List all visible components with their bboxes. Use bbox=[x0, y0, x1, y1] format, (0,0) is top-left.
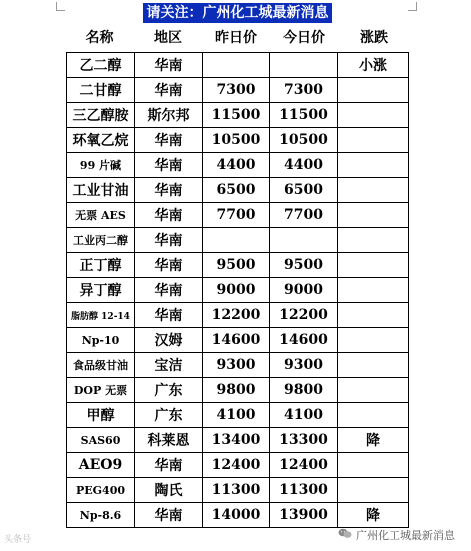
cell-change: 小涨 bbox=[338, 53, 409, 78]
cell-today: 9300 bbox=[270, 353, 338, 378]
table-row bbox=[67, 403, 409, 428]
table-row bbox=[67, 503, 409, 528]
cell-name: 正丁醇 bbox=[67, 253, 135, 278]
cell-change bbox=[338, 253, 409, 278]
cell-region: 华南 bbox=[135, 453, 203, 478]
table-row bbox=[67, 278, 409, 303]
cell-change bbox=[338, 153, 409, 178]
cell-name: 99 片碱 bbox=[67, 153, 135, 178]
cell-region: 宝洁 bbox=[135, 353, 203, 378]
header-today: 今日价 bbox=[283, 30, 325, 46]
table-row bbox=[67, 453, 409, 478]
cell-today: 13900 bbox=[270, 503, 338, 528]
cell-name: 二甘醇 bbox=[67, 78, 135, 103]
cell-region: 广东 bbox=[135, 403, 203, 428]
cell-name: 食品级甘油 bbox=[67, 353, 135, 378]
cell-region: 华南 bbox=[135, 203, 203, 228]
cell-region: 华南 bbox=[135, 278, 203, 303]
header-yesterday: 昨日价 bbox=[215, 30, 257, 46]
cell-today: 4100 bbox=[270, 403, 338, 428]
table-row bbox=[67, 353, 409, 378]
cell-name: 脂肪醇 12-14 bbox=[67, 303, 135, 328]
cell-name: 环氧乙烷 bbox=[67, 128, 135, 153]
cell-change bbox=[338, 303, 409, 328]
cell-yesterday: 11500 bbox=[203, 103, 270, 128]
table-row bbox=[67, 178, 409, 203]
cell-change bbox=[338, 353, 409, 378]
table-row bbox=[67, 203, 409, 228]
page-corner-mark bbox=[56, 2, 65, 11]
cell-today: 7700 bbox=[270, 203, 338, 228]
watermark-corner: 头条号 bbox=[4, 535, 32, 545]
header-name: 名称 bbox=[85, 30, 114, 46]
cell-region: 华南 bbox=[135, 78, 203, 103]
cell-change bbox=[338, 403, 409, 428]
cell-yesterday: 9500 bbox=[203, 253, 270, 278]
cell-region: 科莱恩 bbox=[135, 428, 203, 453]
cell-yesterday: 6500 bbox=[203, 178, 270, 203]
cell-region: 华南 bbox=[135, 228, 203, 253]
cell-change bbox=[338, 228, 409, 253]
table-row bbox=[67, 428, 409, 453]
cell-today: 9800 bbox=[270, 378, 338, 403]
cell-today: 10500 bbox=[270, 128, 338, 153]
cell-region: 华南 bbox=[135, 503, 203, 528]
table-row bbox=[67, 128, 409, 153]
cell-region: 华南 bbox=[135, 53, 203, 78]
price-table bbox=[66, 52, 409, 528]
banner-title: 请关注：广州化工城最新消息 bbox=[143, 3, 332, 23]
cell-yesterday: 14600 bbox=[203, 328, 270, 353]
page-corner-mark bbox=[408, 2, 417, 11]
table-row bbox=[67, 103, 409, 128]
cell-name: PEG400 bbox=[67, 478, 135, 503]
cell-yesterday: 9800 bbox=[203, 378, 270, 403]
cell-name: 无票 AES bbox=[67, 203, 135, 228]
cell-today: 6500 bbox=[270, 178, 338, 203]
table-row bbox=[67, 303, 409, 328]
watermark-source: 广州化工城最新消息 bbox=[356, 529, 455, 542]
wechat-icon bbox=[338, 528, 352, 539]
cell-today: 13300 bbox=[270, 428, 338, 453]
cell-yesterday: 13400 bbox=[203, 428, 270, 453]
cell-name: 乙二醇 bbox=[67, 53, 135, 78]
cell-change bbox=[338, 478, 409, 503]
cell-yesterday: 12200 bbox=[203, 303, 270, 328]
cell-name: SAS60 bbox=[67, 428, 135, 453]
cell-yesterday: 11300 bbox=[203, 478, 270, 503]
cell-name: 工业甘油 bbox=[67, 178, 135, 203]
cell-today: 11300 bbox=[270, 478, 338, 503]
cell-name: Np-8.6 bbox=[67, 503, 135, 528]
cell-yesterday: 4400 bbox=[203, 153, 270, 178]
cell-name: 工业丙二醇 bbox=[67, 228, 135, 253]
cell-region: 斯尔邦 bbox=[135, 103, 203, 128]
cell-change bbox=[338, 328, 409, 353]
table-row bbox=[67, 153, 409, 178]
cell-name: 异丁醇 bbox=[67, 278, 135, 303]
cell-name: 三乙醇胺 bbox=[67, 103, 135, 128]
cell-yesterday: 12400 bbox=[203, 453, 270, 478]
cell-today: 9500 bbox=[270, 253, 338, 278]
cell-yesterday: 4100 bbox=[203, 403, 270, 428]
header-change: 涨跌 bbox=[360, 30, 388, 46]
cell-change bbox=[338, 103, 409, 128]
cell-name: Np-10 bbox=[67, 328, 135, 353]
cell-region: 华南 bbox=[135, 178, 203, 203]
cell-change bbox=[338, 378, 409, 403]
cell-today: 9000 bbox=[270, 278, 338, 303]
cell-today: 7300 bbox=[270, 78, 338, 103]
cell-yesterday: 7700 bbox=[203, 203, 270, 228]
cell-region: 汉姆 bbox=[135, 328, 203, 353]
cell-change bbox=[338, 128, 409, 153]
cell-today: 4400 bbox=[270, 153, 338, 178]
table-row bbox=[67, 53, 409, 78]
cell-today bbox=[270, 228, 338, 253]
table-row bbox=[67, 378, 409, 403]
cell-yesterday bbox=[203, 228, 270, 253]
cell-change bbox=[338, 78, 409, 103]
cell-yesterday: 9000 bbox=[203, 278, 270, 303]
cell-region: 广东 bbox=[135, 378, 203, 403]
cell-change bbox=[338, 278, 409, 303]
cell-name: DOP 无票 bbox=[67, 378, 135, 403]
cell-today: 14600 bbox=[270, 328, 338, 353]
cell-yesterday: 9300 bbox=[203, 353, 270, 378]
table-header bbox=[66, 26, 410, 50]
cell-yesterday: 10500 bbox=[203, 128, 270, 153]
header-region: 地区 bbox=[154, 30, 182, 46]
cell-yesterday: 14000 bbox=[203, 503, 270, 528]
cell-yesterday: 7300 bbox=[203, 78, 270, 103]
table-row bbox=[67, 328, 409, 353]
table-row bbox=[67, 478, 409, 503]
cell-region: 华南 bbox=[135, 253, 203, 278]
cell-today bbox=[270, 53, 338, 78]
table-row bbox=[67, 78, 409, 103]
cell-change bbox=[338, 178, 409, 203]
cell-yesterday bbox=[203, 53, 270, 78]
cell-change bbox=[338, 203, 409, 228]
cell-region: 陶氏 bbox=[135, 478, 203, 503]
cell-name: 甲醇 bbox=[67, 403, 135, 428]
cell-today: 12200 bbox=[270, 303, 338, 328]
cell-region: 华南 bbox=[135, 303, 203, 328]
cell-change bbox=[338, 453, 409, 478]
cell-name: AEO9 bbox=[67, 453, 135, 478]
cell-change: 降 bbox=[338, 503, 409, 528]
table-row bbox=[67, 228, 409, 253]
table-row bbox=[67, 253, 409, 278]
cell-today: 11500 bbox=[270, 103, 338, 128]
cell-today: 12400 bbox=[270, 453, 338, 478]
cell-region: 华南 bbox=[135, 128, 203, 153]
cell-region: 华南 bbox=[135, 153, 203, 178]
cell-change: 降 bbox=[338, 428, 409, 453]
